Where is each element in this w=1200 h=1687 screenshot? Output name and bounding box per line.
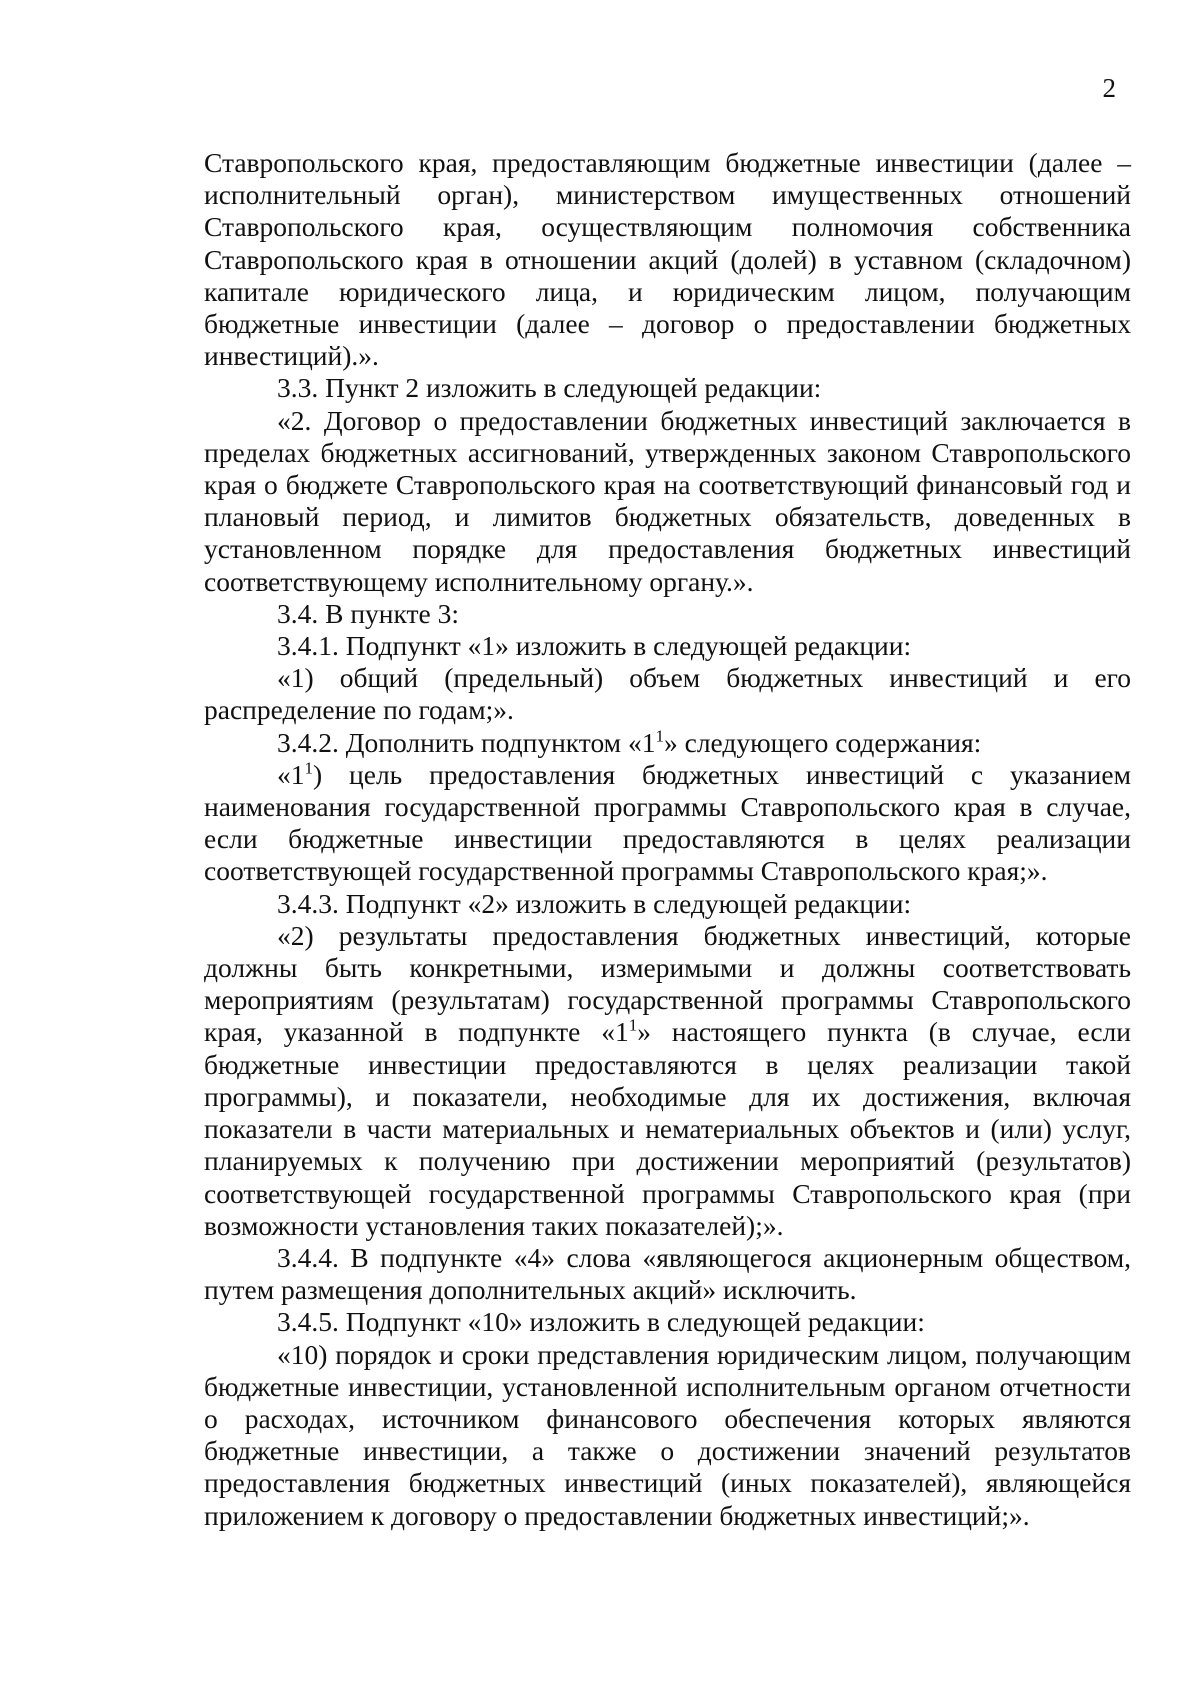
text-run: 3.4.3. Подпункт «2» изложить в следующей редакции:: [277, 887, 912, 919]
text-run: 3.4.4. В подпункте «4» слова «являющегося акционерным обществом, путем размещения дополнительных акций» исключить.: [204, 1241, 1131, 1306]
page-number: 2: [1102, 73, 1116, 103]
text-run: Ставропольского края, предоставляющим бюджетные инвестиции (далее – исполнительный орган), министерством имущественных отношений Ставропольского края, осуществляющим полномочия собственника Ставропольского края в отношении акций (долей) в уставном (складочном) капитале юридического лица, и юридическим лицом, получающим бюджетные инвестиции (далее – договор о предоставлении бюджетных инвестиций).».: [204, 147, 1131, 372]
text-run: ) цель предоставления бюджетных инвестиций с указанием наименования государственной программы Ставропольского края в случае, если бюджетные инвестиции предоставляются в целях реализации соответствующей государственной программы Ставропольского края;».: [204, 758, 1131, 887]
text-run: 3.4.5. Подпункт «10» изложить в следующей редакции:: [277, 1306, 925, 1338]
paragraph: [204, 372, 1131, 404]
text-run: 3.4. В пункте 3:: [277, 597, 460, 629]
text-run: 3.4.1. Подпункт «1» изложить в следующей редакции:: [277, 630, 912, 662]
paragraph: [204, 1339, 1131, 1532]
paragraph: [204, 630, 1131, 662]
text-run: 3.3. Пункт 2 изложить в следующей редакции:: [277, 372, 822, 404]
paragraph: [204, 888, 1131, 920]
superscript: 1: [628, 1015, 638, 1035]
paragraph: [204, 598, 1131, 630]
paragraph: [204, 1242, 1131, 1306]
paragraph: [204, 405, 1131, 598]
superscript: 1: [655, 726, 664, 746]
text-run: «10) порядок и сроки представления юридическим лицом, получающим бюджетные инвестиции, установленной исполнительным органом отчетности о расходах, источником финансового обеспечения которых являются бюджетные инвестиции, а также о достижении значений результатов предоставления бюджетных инвестиций (иных показателей), являющейся приложением к договору о предоставлении бюджетных инвестиций;».: [204, 1338, 1131, 1531]
text-run: » следующего содержания:: [663, 726, 982, 758]
text-run: 3.4.2. Дополнить подпунктом «1: [277, 726, 656, 758]
text-run: «1: [277, 758, 305, 790]
document-body: [204, 147, 1131, 1532]
text-run: » настоящего пункта (в случае, если бюджетные инвестиции предоставляются в целях реализации такой программы), и показатели, необходимые для их достижения, включая показатели в части материальных и нематериальных объектов и (или) услуг, планируемых к получению при достижении мероприятий (результатов) соответствующей государственной программы Ставропольского края (при возможности установления таких показателей);».: [204, 1016, 1131, 1241]
text-run: «2. Договор о предоставлении бюджетных инвестиций заключается в пределах бюджетных ассигнований, утвержденных законом Ставропольского края о бюджете Ставропольского края на соответствующий финансовый год и плановый период, и лимитов бюджетных обязательств, доведенных в установленном порядке для предоставления бюджетных инвестиций соответствующему исполнительному органу.».: [204, 404, 1131, 597]
paragraph: [204, 1306, 1131, 1338]
paragraph: [204, 662, 1131, 726]
text-run: «2) результаты предоставления бюджетных инвестиций, которые должны быть конкретными, измеримыми и должны соответствовать мероприятиям (результатам) государственной программы Ставропольского края, указанной в подпункте «1: [204, 919, 1131, 1048]
superscript: 1: [304, 758, 314, 778]
paragraph: [204, 920, 1131, 1242]
paragraph: [204, 147, 1131, 372]
text-run: «1) общий (предельный) объем бюджетных инвестиций и его распределение по годам;».: [204, 662, 1131, 726]
paragraph: [204, 727, 1131, 759]
paragraph: [204, 759, 1131, 888]
